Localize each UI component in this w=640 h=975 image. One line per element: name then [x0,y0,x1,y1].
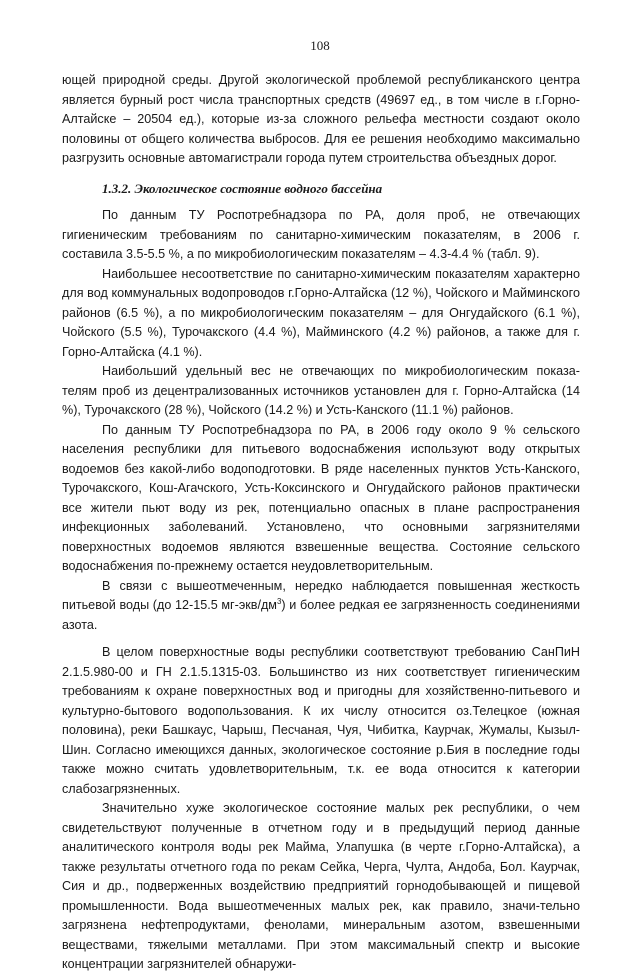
superscript-cubed: 3 [276,596,282,606]
paragraph-continuation: ющей природной среды. Другой экологической проблемой республиканского центра является бурный рост числа транспортных средств (49697 ед., в том числе в г.Горно-Алтайске – 20504 ед.), которые из-за сложного рельефа местности создают около половины от общего количества выбросов. Для ее решения необходимо максимально разгрузить основные автомагистрали города путем строительства объездных дорог. [62,73,580,165]
document-body [62,71,580,975]
hardness-text-after: ) и более редкая ее загрязненность соединениями азота. [62,598,580,632]
paragraph-sample-share: По данным ТУ Роспотребнадзора по РА, доля проб, не отвечающих гигиеническим требованиям по санитарно-химическим показателям, в 2006 г. составила 3.5-5.5 %, а по микробиологическим показателям – 4.3-4.4 % (табл. 9). [62,208,580,261]
hardness-text-before: В связи с вышеотмеченным, нередко наблюдается повышенная жесткость питьевой воды (до 12-15.5 мг-экв/дм [62,578,580,612]
paragraph-noncompliance: Наибольшее несоответствие по санитарно-химическим показателям характерно для вод коммунальных водопроводов г.Горно-Алтайска (12 %), Чойского и Майминского районов (6.5 %), а по микробиологическим показателям – для Онгудайского (6.1 %), Чойского (5.5 %), Турочакского (4.4 %), Майминского (4.2 %) районов, а также для г. Горно-Алтайска (4.1 %). [62,266,580,359]
section-heading: 1.3.2. Экологическое состояние водного бассейна [102,180,383,196]
paragraph-small-rivers: Значительно хуже экологическое состояние малых рек республики, о чем свидетельствуют полученные в отчетном году и в предыдущий период данные аналитического контроля воды рек Майма, Улапушка (в черте г.Горно-Алтайска), а также результаты отчетного года по рекам Сейка, Черга, Чулта, Андоба, Бол. Каурчак, Сия и др., подверженных воздействию предприятий горнодобывающей и пищевой промышленности. Вода вышеотмеченных малых рек, как правило, значи-тельно загрязнена нефтепродуктами, фенолами, минеральным азотом, взвешенными веществами, тяжелыми металлами. При этом максимальный спектр и высокие концентрации загрязнителей обнаружи- [62,801,580,971]
paragraph-rural-water-supply: По данным ТУ Роспотребнадзора по РА, в 2006 году около 9 % сельского населения республики для питьевого водоснабжения используют воду открытых водоемов без какой-либо водоподготовки. В ряде населенных пунктов Усть-Канского, Турочакского, Кош-Агачского, Усть-Коксинского и Онгудайского районов практически все жители пьют воду из рек, потенциально опасных в плане распространения инфекционных заболеваний. Установлено, что основными загрязнителями поверхностных водоемов являются взвешенные вещества. Состояние сельского водоснабжения по-прежнему остается неудовлетворительным. [62,422,580,573]
paragraph-water-hardness [62,577,580,636]
paragraph-decentralized-sources: Наибольший удельный вес не отвечающих по микробиологическим показа-телям проб из децентрализованных источников установлен для г. Горно-Алтайска (14 %), Турочакского (28 %), Чойского (14.2 %) и Усть-Канского (11.1 %) районов. [62,364,580,417]
paragraph-surface-waters: В целом поверхностные воды республики соответствуют требованию СанПиН 2.1.5.980-00 и ГН 2.1.5.1315-03. Большинство из них соответствует гигиеническим требованиям к охране поверхностных вод и пригодны для хозяйственно-питьевого и культурно-бытового водопользования. К их числу относится оз.Телецкое (южная половина), реки Башкаус, Чарыш, Песчаная, Чуя, Чибитка, Каурчак, Жумалы, Кызыл-Шин. Согласно имеющихся данных, экологическое состояние р.Бия в последние годы также можно считать удовлетворительным, т.к. ее вода относится к категории слабозагрязненных. [62,645,580,796]
page-number: 108 [310,38,330,53]
